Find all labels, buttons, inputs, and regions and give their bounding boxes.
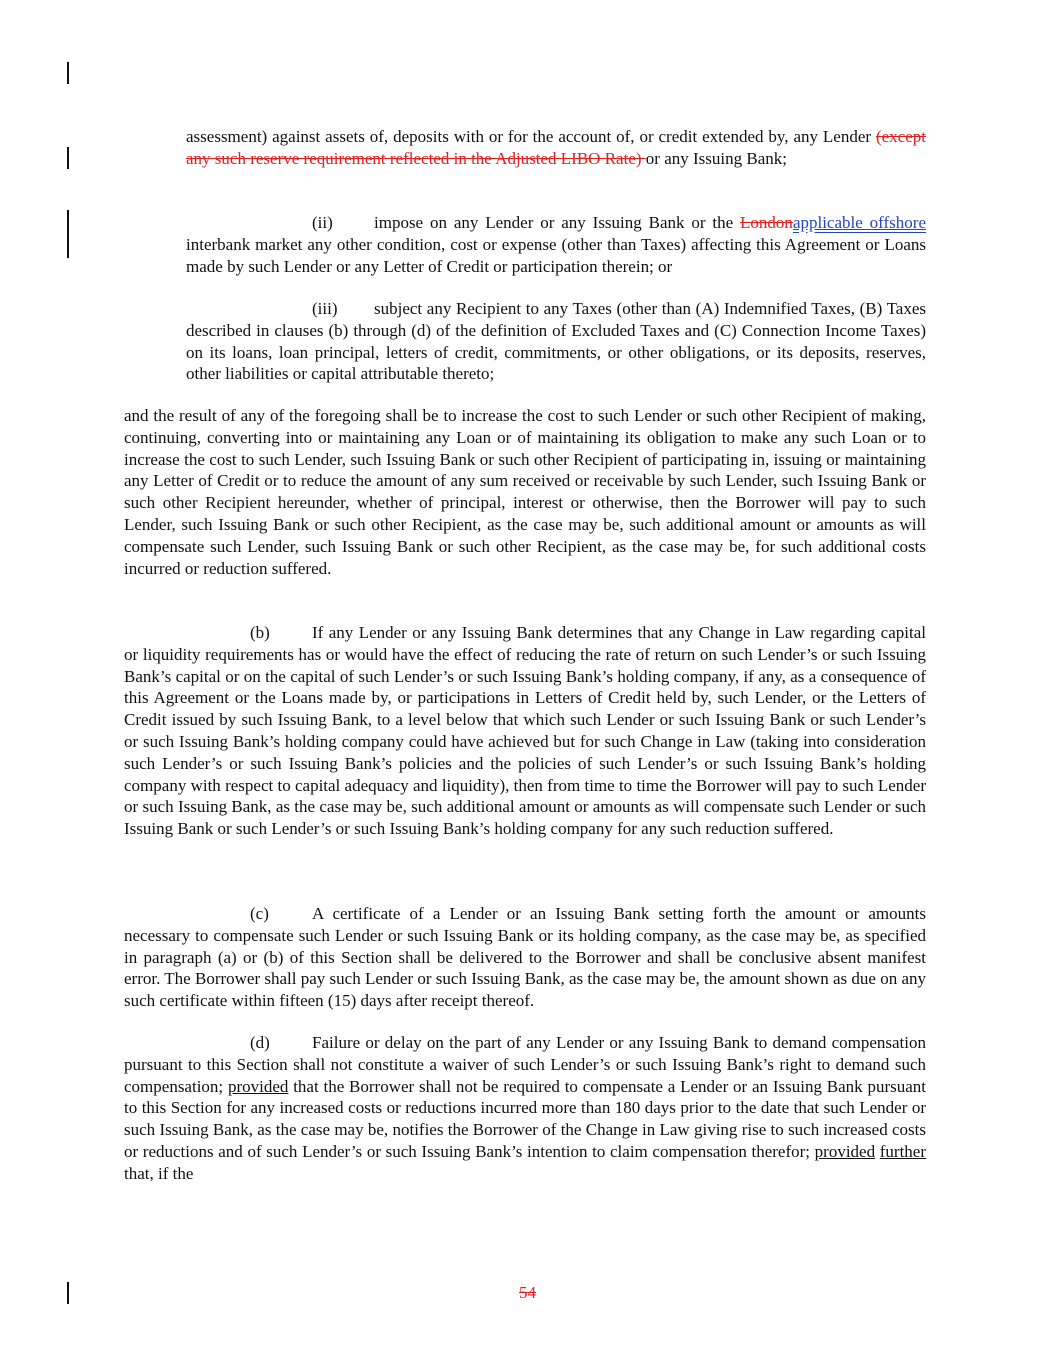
underlined-term: further bbox=[879, 1141, 927, 1161]
underlined-term: provided bbox=[814, 1141, 876, 1161]
change-bar bbox=[67, 210, 69, 258]
text-run: If any Lender or any Issuing Bank determines that any Change in Law regarding capital or liquidity requirements has or would have the effect of reducing the rate of return on such Lender’s or such Issuing Bank’s capital or on the capital of such Lender’s or such Issuing Bank’s holding company, if any, as a consequence of this Agreement or the Loans made by, or participations in Letters of Credit held by, such Lender, or the Letters of Credit issued by such Issuing Bank, to a level below that which such Lender or such Issuing Bank or such Lender’s or such Issuing Bank’s holding company could have achieved but for such Change in Law (taking into consideration such Lender’s or such Issuing Bank’s policies and the policies of such Lender’s or such Issuing Bank’s holding company with respect to capital adequacy and liquidity), then from time to time the Borrower will pay to such Lender or such Issuing Bank, as the case may be, such additional amount or amounts as will compensate such Lender or such Issuing Bank or such Lender’s or such Issuing Bank’s holding company for any such reduction suffered. bbox=[124, 623, 926, 839]
clause-number: (b) bbox=[250, 623, 270, 642]
paragraph-iii bbox=[186, 298, 926, 385]
text-run: that the Borrower shall not be required to compensate a Lender or an Issuing Bank pursuant to this Section for any increased costs or reductions incurred more than 180 days prior to the date that such Lender or such Issuing Bank, as the case may be, notifies the Borrower of the Change in Law giving rise to such increased costs or reductions and of such Lender’s or such Issuing Bank’s intention to claim compensation therefor; bbox=[124, 1076, 926, 1161]
underlined-term: provided bbox=[227, 1076, 289, 1096]
inserted-text: applicable offshore bbox=[792, 213, 926, 232]
clause-number: (iii) bbox=[312, 299, 338, 318]
clause-number: (d) bbox=[250, 1033, 270, 1052]
text-run: Failure or delay on the part of any Lender or any Issuing Bank to demand compensation pursuant to this Section shall not constitute a waiver of such Lender’s or such Issuing Bank’s right to demand such compensation; bbox=[124, 1033, 926, 1096]
clause-number: (c) bbox=[250, 904, 269, 923]
text-run: and the result of any of the foregoing shall be to increase the cost to such Lender or such other Recipient of making, continuing, converting into or maintaining any Loan or of maintaining its obligation to make any such Loan or to increase the cost to such Lender, such Issuing Bank or such other Recipient of participating in, issuing or maintaining any Letter of Credit or to reduce the amount of any sum received or receivable by such Lender, such Issuing Bank or such other Recipient hereunder, whether of principal, interest or otherwise, then the Borrower will pay to such Lender, such Issuing Bank or such other Recipient, as the case may be, such additional amount or amounts as will compensate such Lender, such Issuing Bank or such other Recipient, as the case may be, for such additional costs incurred or reduction suffered. bbox=[124, 406, 926, 578]
page-number: 54 bbox=[519, 1283, 536, 1302]
text-run: A certificate of a Lender or an Issuing Bank setting forth the amount or amounts necessary to compensate such Lender or such Issuing Bank or its holding company, as the case may be, as specified in paragraph (a) or (b) of this Section shall be delivered to the Borrower and shall be conclusive absent manifest error. The Borrower shall pay such Lender or such Issuing Bank, as the case may be, the amount shown as due on any such certificate within fifteen (15) days after receipt thereof. bbox=[124, 904, 926, 1011]
change-bar bbox=[67, 147, 69, 169]
text-run: that, if the bbox=[124, 1163, 194, 1183]
paragraph-d bbox=[124, 1032, 926, 1185]
text-run: impose on any Lender or any Issuing Bank or the bbox=[374, 213, 741, 232]
paragraph-result bbox=[124, 405, 926, 579]
deleted-text: London bbox=[740, 213, 793, 232]
clause-number: (ii) bbox=[312, 213, 333, 232]
change-bar bbox=[67, 62, 69, 84]
text-run: interbank market any other condition, cost or expense (other than Taxes) affecting this Agreement or Loans made by such Lender or any Letter of Credit or participation therein; or bbox=[186, 234, 926, 276]
text-run: subject any Recipient to any Taxes (other than (A) Indemnified Taxes, (B) Taxes described in clauses (b) through (d) of the definition of Excluded Taxes and (C) Connection Income Taxes) on its loans, loan principal, letters of credit, commitments, or other obligations, or its deposits, reserves, other liabilities or capital attributable thereto; bbox=[186, 299, 926, 384]
deleted-text: (except any such reserve requirement reflected in the Adjusted LIBO Rate) bbox=[186, 127, 926, 168]
paragraph-ii bbox=[186, 212, 926, 277]
paragraph-i-continued bbox=[186, 126, 926, 170]
paragraph-b bbox=[124, 622, 926, 840]
text-run: or any Issuing Bank; bbox=[645, 148, 787, 168]
paragraph-c bbox=[124, 903, 926, 1012]
text-run: assessment) against assets of, deposits with or for the account of, or credit extended by, any Lender bbox=[186, 127, 876, 146]
